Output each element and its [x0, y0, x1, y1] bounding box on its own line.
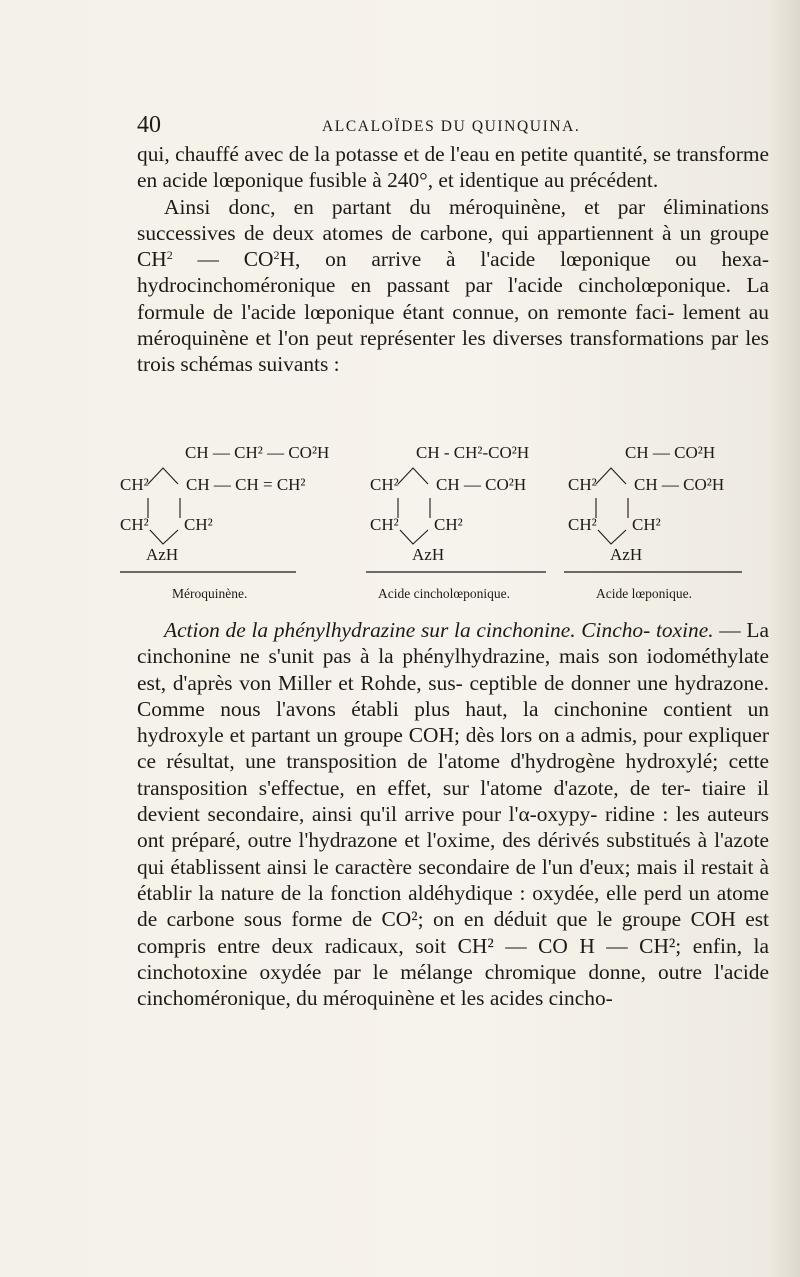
scheme-nitrogen: AzH [146, 545, 179, 564]
scheme-top-group: CH — CH² — CO²H [185, 443, 330, 462]
text-line: sous forme de CO²; on en déduit que le groupe COH est [243, 907, 770, 932]
ring-bonds [398, 468, 430, 544]
scheme-meroquinene [120, 443, 329, 572]
ring-bonds [596, 468, 628, 544]
text-line: — La cinchonine ne s'unit pas à la phénylhydrazine, [137, 618, 769, 669]
scheme-left-upper: CH² [120, 475, 149, 494]
paragraph-continuation [137, 141, 769, 194]
scheme-right-lower: CH² [434, 515, 463, 534]
scheme-nitrogen: AzH [610, 545, 643, 564]
text-line: secondaire de l'un d'eux; mais il restait à établir la nature de la [137, 854, 769, 905]
text-line: Ainsi donc, en partant du méroquinène, et par éliminations [164, 194, 769, 219]
paragraph-phenylhydrazine [137, 617, 769, 1011]
page-number: 40 [137, 112, 161, 138]
text-line: qui, chauffé avec de la potasse et de l'eau en petite quantité, [137, 142, 648, 166]
scheme-caption: Acide cincholœponique. [378, 586, 510, 601]
scheme-left-lower: CH² [120, 515, 149, 534]
scheme-nitrogen: AzH [412, 545, 445, 564]
text-line: lement au méroquinène et l'on peut représenter les diverses [137, 299, 769, 351]
scheme-left-lower: CH² [568, 515, 597, 534]
scheme-caption: Acide lœponique. [596, 586, 692, 601]
chemical-schemes [120, 432, 800, 612]
scheme-right-lower: CH² [632, 515, 661, 534]
text-line: transformations par les trois schémas suivants : [137, 326, 769, 377]
section-title: Action de la phénylhydrazine sur la cinchonine. Cincho- [164, 618, 651, 642]
page-header [137, 112, 777, 138]
text-line: La formule de l'acide lœponique étant connue, on remonte faci- [137, 273, 769, 324]
scheme-left-lower: CH² [370, 515, 399, 534]
schemes-drawing [120, 432, 800, 612]
scheme-right-upper: CH — CH = CH² [186, 475, 306, 494]
text-line: au précédent. [544, 168, 659, 193]
text-block-top [137, 141, 769, 378]
scheme-right-upper: CH — CO²H [436, 475, 527, 494]
text-line: tiaire il devient secondaire, ainsi qu'il arrive pour l'α-oxypy- [137, 775, 769, 827]
text-line: ridine : les auteurs ont préparé, outre l'hydrazone et l'oxime, [137, 802, 769, 853]
text-line: l'acide cinchoméronique, du méroquinène et les acides cincho- [137, 959, 769, 1011]
section-title: toxine. [655, 618, 714, 642]
text-line: ceptible de donner une hydrazone. Comme nous l'avons établi [137, 670, 770, 721]
text-line: se transforme en acide lœponique fusible à 240°, et identique [137, 142, 769, 193]
running-head: ALCALOÏDES DU QUINQUINA. [322, 118, 581, 135]
scheme-left-upper: CH² [370, 475, 399, 494]
text-fragment: H, on arrive à l'acide lœponique ou hexa- [279, 247, 769, 272]
text-fragment: — CO [172, 247, 274, 272]
scheme-loeponic-acid [564, 443, 742, 572]
text-line: une transposition de l'atome d'hydrogène hydroxylé; cette [245, 749, 769, 774]
text-block-bottom [137, 617, 769, 1011]
ring-bonds [148, 468, 180, 544]
text-line: la cinchotoxine oxydée par le mélange chromique donne, outre [137, 933, 769, 984]
scheme-right-upper: CH — CO²H [634, 475, 725, 494]
text-fragment: groupe CH [137, 220, 769, 272]
scheme-cincholoeponic-acid [366, 443, 546, 572]
scheme-caption: Méroquinène. [172, 586, 248, 601]
text-line: mais son iodométhylate est, d'après von Miller et Rohde, sus- [137, 644, 769, 695]
scheme-right-lower: CH² [184, 515, 213, 534]
scheme-left-upper: CH² [568, 475, 597, 494]
text-line: des dérivés substitués à l'azote qui établissent ainsi le caractère [137, 828, 770, 879]
scheme-top-group: CH - CH²-CO²H [416, 443, 530, 462]
text-line: compris entre deux radicaux, soit CH² — CO H — CH²; enfin, [137, 933, 743, 958]
text-line: fonction aldéhydique : oxydée, elle perd un atome de carbone [137, 880, 769, 932]
text-line: transposition s'effectue, en effet, sur l'atome d'azote, de ter- [137, 775, 691, 800]
text-line: groupe COH; dès lors on a admis, pour expliquer ce résultat, [137, 723, 769, 774]
paragraph-transformations: Ainsi donc, en partant du méroquinène, et par éliminations successives de deux atomes de carbone, qui appartiennent à un groupe $CH^2$ — $CO^2H$, on arrive à l'acide lœponique ou hexa- hydrocinchoméronique en passant par l'acide cincholœponique. La formule de l'acide lœponique étant connue, on remonte faci- lement au méroquinène et l'on peut représenter les diverses transformations par les trois schémas suivants : [137, 194, 769, 377]
text-line: successives de deux atomes de carbone, qui appartiennent à un [137, 220, 702, 245]
text-line: hydrocinchoméronique en passant par l'acide cincholœponique. [137, 273, 731, 298]
text-line: plus haut, la cinchonine contient un hydroxyle et partant un [137, 696, 769, 748]
scheme-top-group: CH — CO²H [625, 443, 716, 462]
